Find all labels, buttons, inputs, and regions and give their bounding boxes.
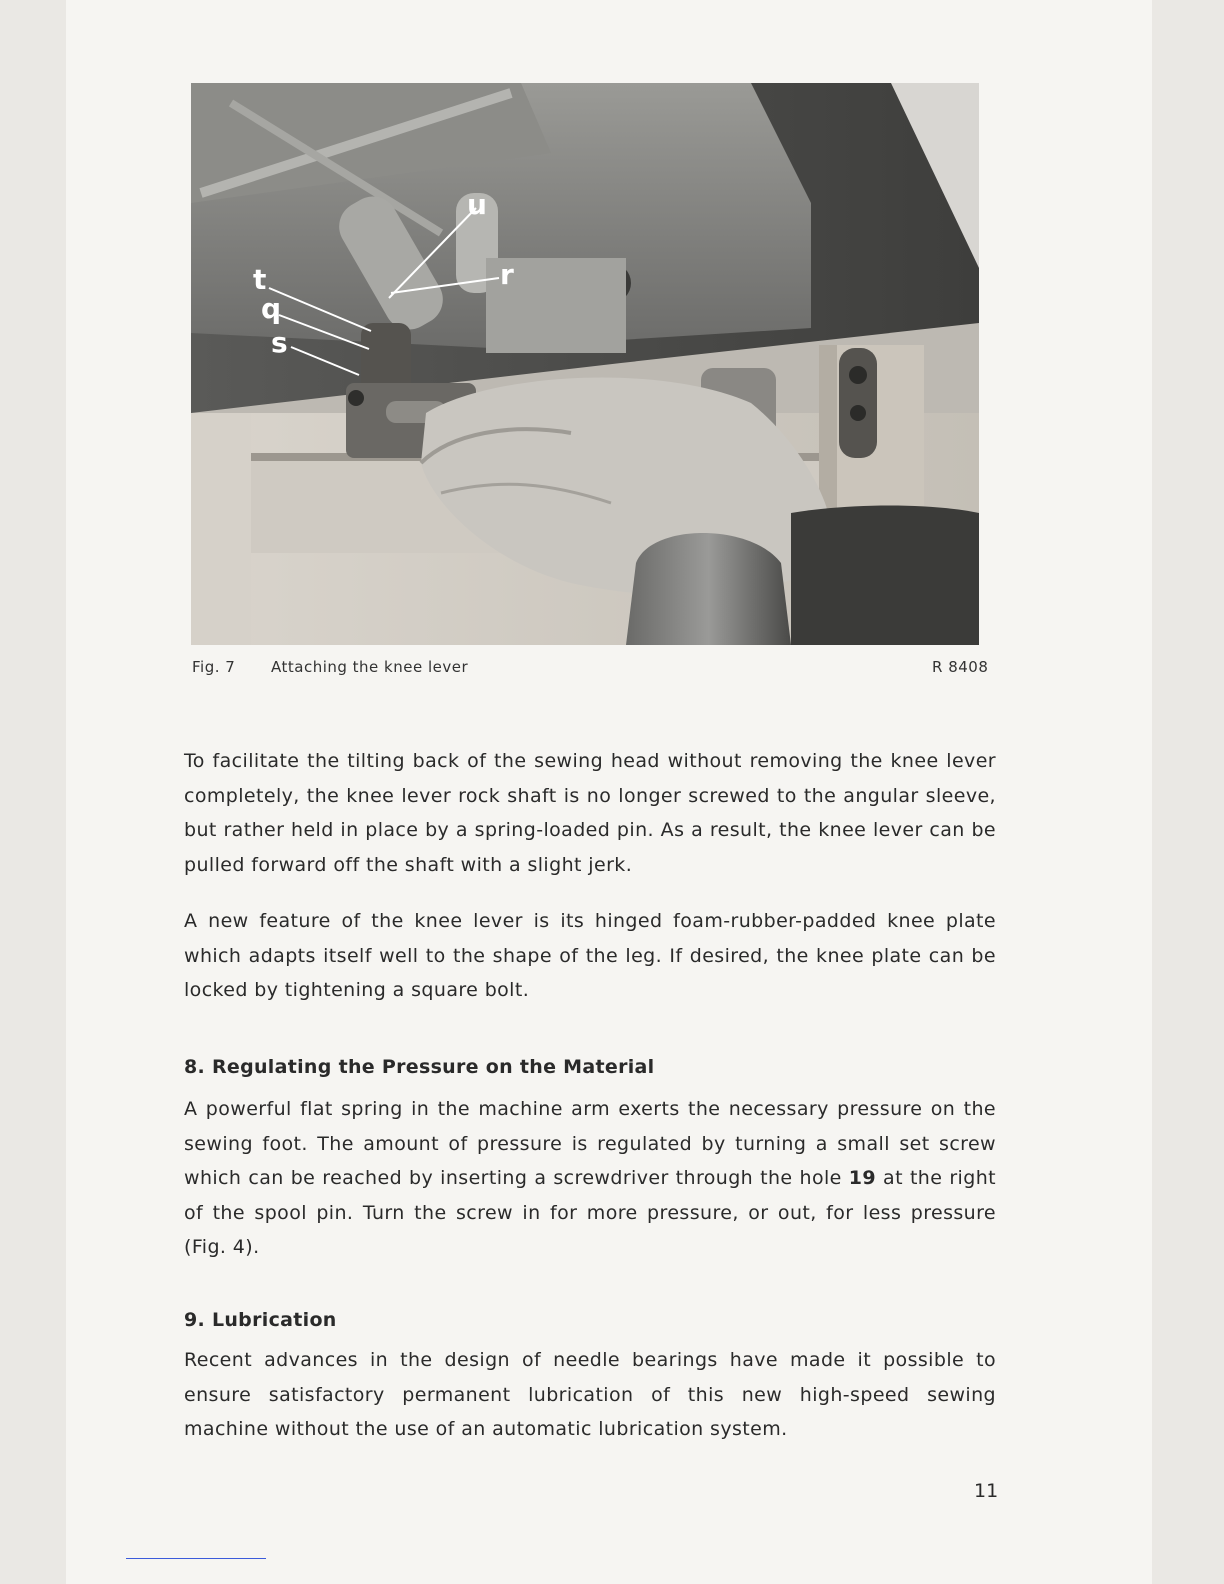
callout-t: t: [253, 263, 267, 296]
callout-s: s: [271, 326, 288, 359]
paragraph-lubrication: Recent advances in the design of needle bearings have made it possible to ensure satisfactory permanent lubrication of this new high-speed sewing machine without the use of an automatic lubrication system.: [184, 1349, 996, 1440]
hole-number: 19: [848, 1167, 877, 1189]
caption-text: Attaching the knee lever: [271, 658, 469, 676]
paragraph-pressure: [184, 1092, 996, 1265]
paragraph-knee-lever-shaft: To facilitate the tilting back of the sewing head without removing the knee lever completely, the knee lever rock shaft is no longer screwed to the angular sleeve, but rather held in place by a spring-loaded pin. As a result, the knee lever can be pulled forward off the shaft with a slight jerk.: [184, 750, 996, 876]
callout-u: u: [467, 188, 487, 221]
heading-section-9: 9. Lubrication: [184, 1309, 337, 1331]
page-number: 11: [974, 1480, 999, 1502]
footer-rule: [126, 1558, 266, 1559]
caption-ref: R 8408: [932, 658, 989, 676]
knee-lever-photo: [191, 83, 979, 645]
paragraph-knee-plate: A new feature of the knee lever is its hinged foam-rubber-padded knee plate which adapts itself well to the shape of the leg. If desired, the knee plate can be locked by tightening a square bolt.: [184, 910, 996, 1001]
pressure-text-after: at the right of the spool pin. Turn the screw in for more pressure, or out, for less pressure (Fig. 4).: [184, 1167, 996, 1258]
heading-section-8: 8. Regulating the Pressure on the Material: [184, 1056, 655, 1078]
caption-fig-label: Fig. 7: [192, 658, 236, 676]
callout-q: q: [261, 292, 282, 325]
callout-r: r: [500, 258, 514, 291]
pressure-text-before: A powerful flat spring in the machine arm exerts the necessary pressure on the sewing foot. The amount of pressure is regulated by turning a small set screw which can be reached by inserting a screwdriver through the hole: [184, 1098, 996, 1189]
figure-photo: [191, 83, 979, 645]
